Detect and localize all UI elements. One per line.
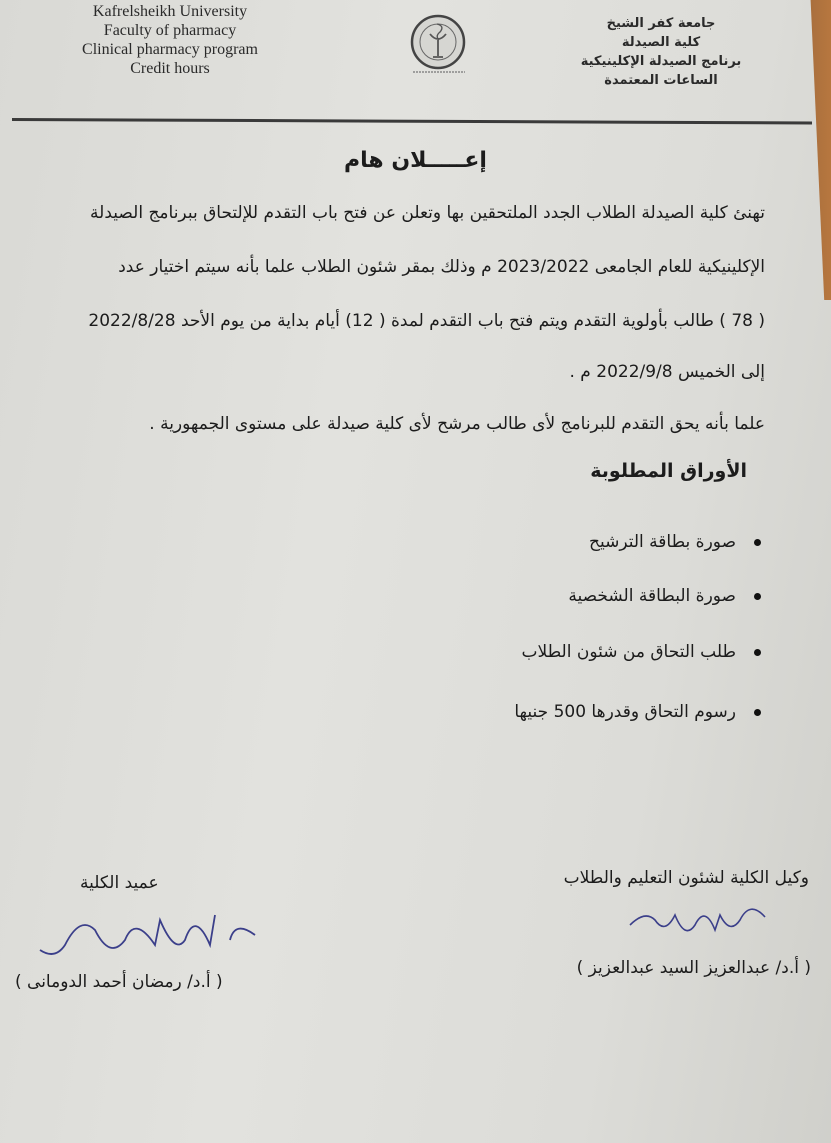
required-item-text: صورة البطاقة الشخصية (568, 586, 736, 606)
paragraph-line-3: ( 78 ) طالب بأولوية التقدم ويتم فتح باب التقدم لمدة ( 12) أيام بداية من يوم الأحد 2022/8/28 (88, 311, 765, 331)
faculty-logo (393, 14, 483, 76)
header-arabic (561, 14, 761, 90)
required-item-text: رسوم التحاق وقدرها 500 جنيها (514, 702, 736, 722)
credit-hours-ar: الساعات المعتمدة (604, 73, 718, 88)
announcement-title: إعـــــلان هام (344, 148, 487, 173)
required-item (514, 702, 761, 722)
dean-role: عميد الكلية (80, 873, 159, 893)
bullet-icon (754, 649, 761, 656)
required-documents-heading: الأوراق المطلوبة (590, 460, 747, 482)
vice-dean-role: وكيل الكلية لشئون التعليم والطلاب (563, 868, 809, 888)
bullet-icon (754, 709, 761, 716)
paragraph-line-4: إلى الخميس 2022/9/8 م . (569, 362, 765, 382)
bullet-icon (754, 539, 761, 546)
bullet-icon (754, 593, 761, 600)
credit-hours-en: Credit hours (130, 60, 210, 77)
faculty-name-ar: كلية الصيدلة (621, 35, 701, 50)
paragraph-line-1: تهنئ كلية الصيدلة الطلاب الجدد الملتحقين بها وتعلن عن فتح باب التقدم للإلتحاق ببرنامج الصيدلة (90, 203, 765, 223)
program-name-ar: برنامج الصيدلة الإكلينيكية (580, 54, 742, 69)
required-item-text: صورة بطاقة الترشيح (589, 532, 736, 552)
dean-name: ( أ.د/ رمضان أحمد الدومانى ) (15, 972, 223, 992)
header-divider (12, 118, 812, 124)
paragraph-line-5: علما بأنه يحق التقدم للبرنامج لأى طالب مرشح لأى كلية صيدلة على مستوى الجمهورية . (149, 414, 765, 434)
program-name-en: Clinical pharmacy program (82, 41, 258, 58)
required-item (521, 642, 761, 662)
vice-dean-name: ( أ.د/ عبدالعزيز السيد عبدالعزيز ) (576, 958, 811, 978)
university-name-ar: جامعة كفر الشيخ (606, 16, 716, 31)
vice-dean-signature (620, 895, 770, 945)
required-item (589, 532, 761, 552)
university-name-en: Kafrelsheikh University (92, 3, 248, 20)
required-item (568, 586, 761, 606)
dean-signature (35, 900, 265, 970)
required-item-text: طلب التحاق من شئون الطلاب (521, 642, 736, 662)
faculty-name-en: Faculty of pharmacy (103, 22, 237, 39)
header-english (50, 2, 290, 78)
paragraph-line-2: الإكلينيكية للعام الجامعى 2023/2022 م وذلك بمقر شئون الطلاب علما بأنه سيتم اختيار عدد (118, 257, 765, 277)
